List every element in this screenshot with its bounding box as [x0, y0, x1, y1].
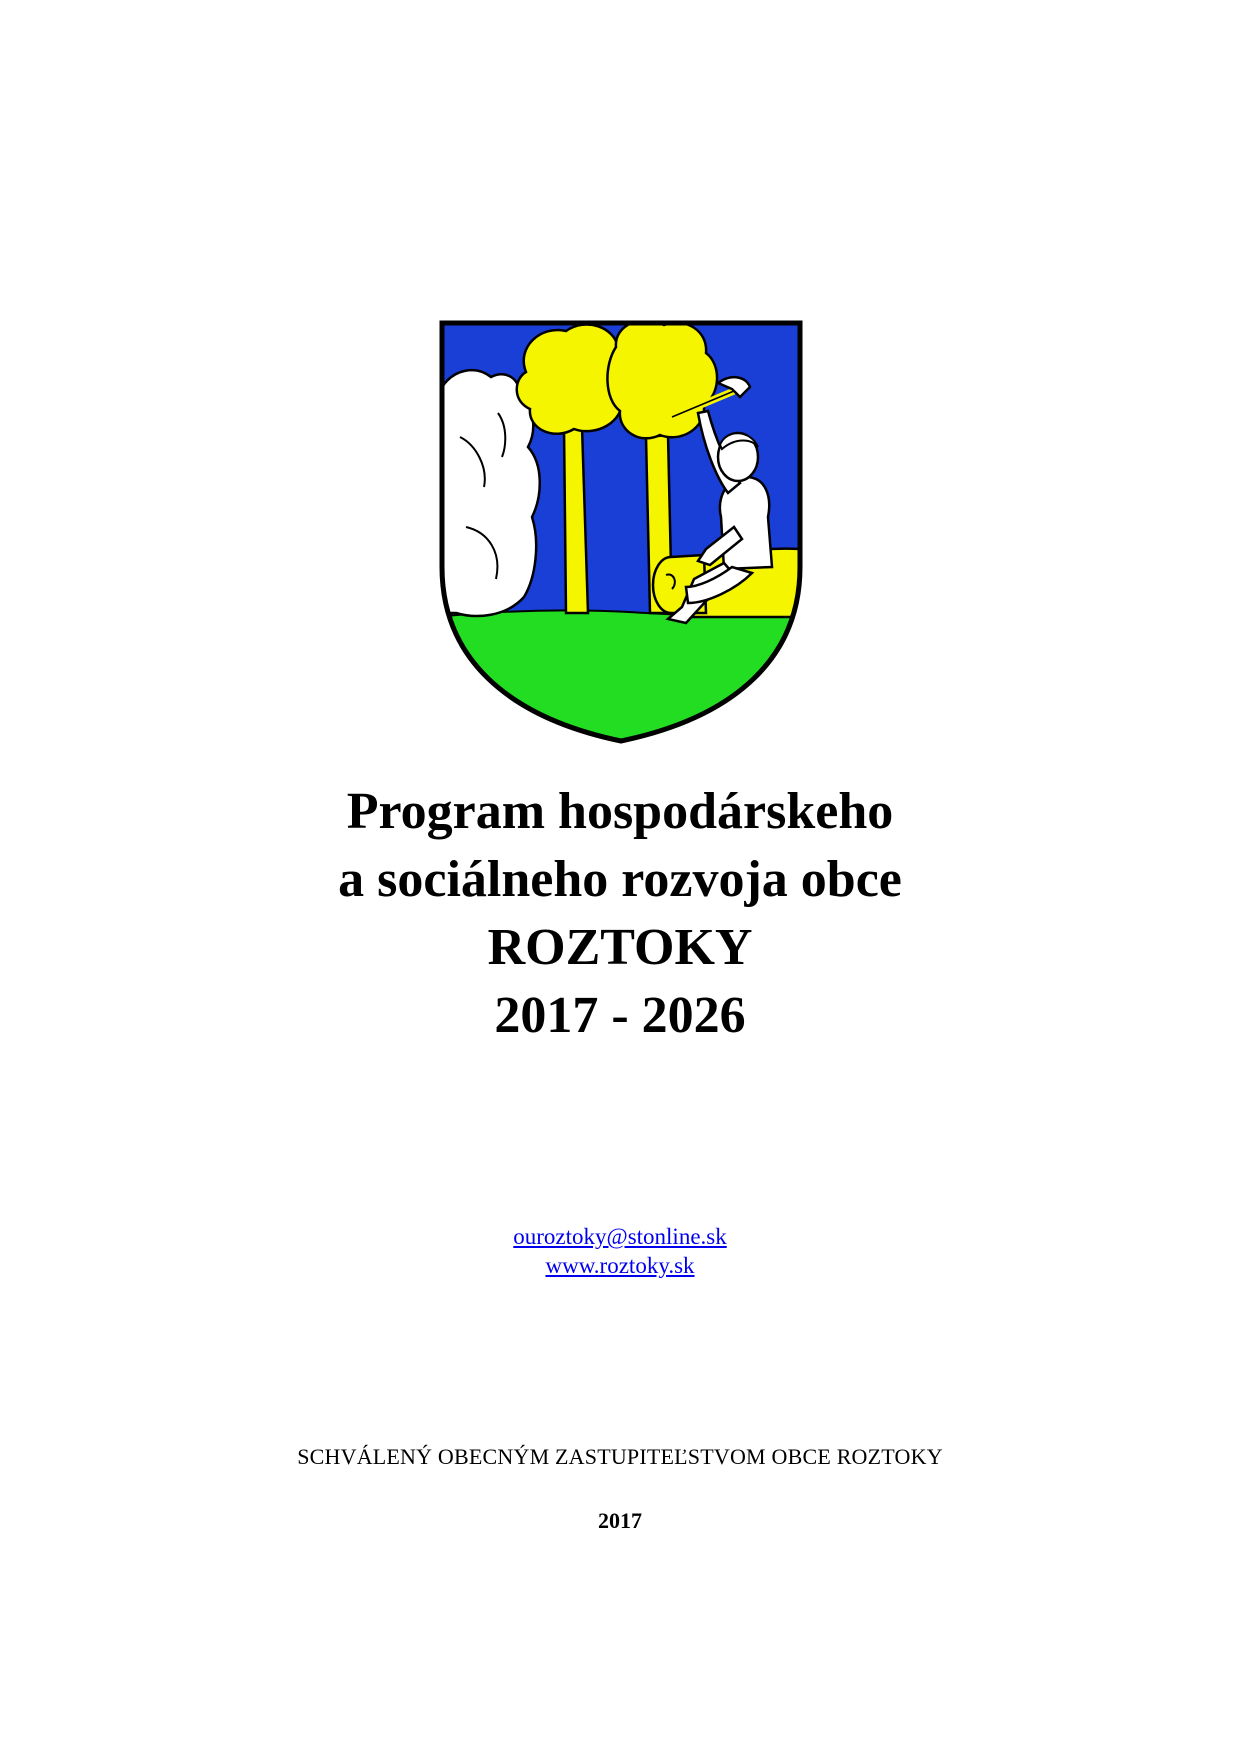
approval-statement: SCHVÁLENÝ OBECNÝM ZASTUPITEĽSTVOM OBCE ROZTOKY — [297, 1444, 943, 1469]
title-line-1: Program hospodárskeho — [346, 783, 894, 840]
approval-year: 2017 — [598, 1508, 642, 1533]
emblem-graphic — [436, 317, 806, 747]
website-link[interactable]: www.roztoky.sk — [545, 1253, 695, 1278]
document-title — [0, 778, 1240, 1050]
contact-links — [0, 1222, 1240, 1280]
title-line-4: 2017 - 2026 — [494, 987, 746, 1044]
coat-of-arms-emblem — [436, 317, 806, 747]
title-line-2: a sociálneho rozvoja obce — [338, 851, 902, 908]
email-link[interactable]: ouroztoky@stonline.sk — [513, 1224, 727, 1249]
title-line-3: ROZTOKY — [487, 919, 753, 976]
